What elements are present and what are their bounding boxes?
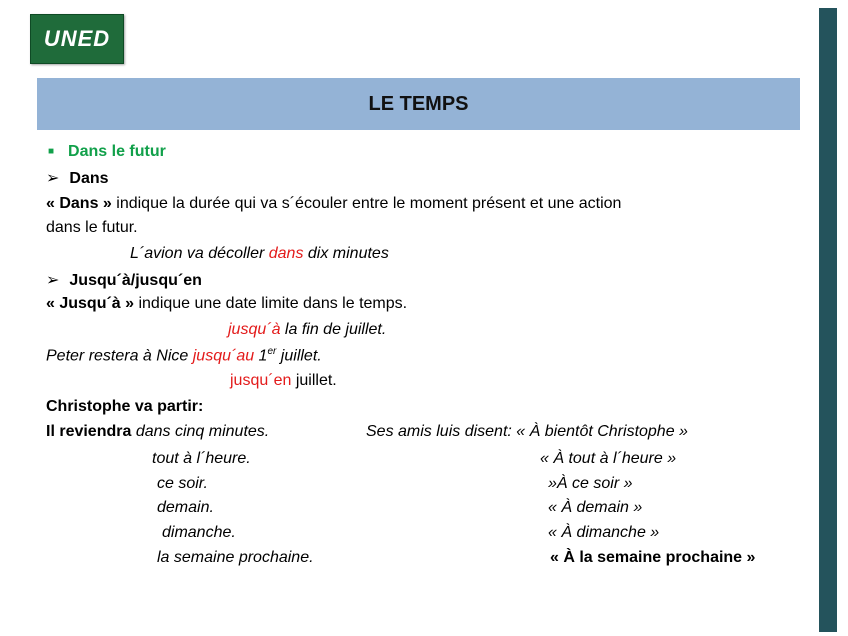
- heading-jusqua: ➢ Jusqu´à/jusqu´en: [46, 272, 202, 289]
- example-jusqua: jusqu´à la fin de juillet.: [228, 321, 387, 338]
- example-jusquen: jusqu´en juillet.: [230, 372, 337, 389]
- dans-definition: « Dans » indique la durée qui va s´écouler entre le moment présent et une action: [46, 195, 622, 212]
- heading-dans: ➢ Dans: [46, 170, 109, 187]
- arrow-bullet-icon: ➢: [46, 272, 60, 289]
- left-list-item: la semaine prochaine.: [157, 549, 314, 566]
- right-list-item: « À demain »: [548, 499, 643, 516]
- arrow-bullet-icon: ➢: [46, 170, 60, 187]
- right-list-item: « À tout à l´heure »: [540, 450, 677, 467]
- uned-logo: [30, 14, 124, 64]
- left-list-item: tout à l´heure.: [152, 450, 251, 467]
- title-band: [37, 78, 800, 130]
- square-bullet-icon: ■: [48, 146, 55, 158]
- left-list-item: dimanche.: [162, 524, 236, 541]
- dans-definition-line2: dans le futur.: [46, 219, 138, 236]
- right-list-item: « À dimanche »: [548, 524, 660, 541]
- right-list-item: »À ce soir »: [548, 475, 633, 492]
- right-list-item: « À la semaine prochaine »: [550, 549, 756, 566]
- left-list-item: ce soir.: [157, 475, 208, 492]
- left-list-item: demain.: [157, 499, 214, 516]
- christophe-line: Christophe va partir:: [46, 398, 204, 415]
- example-dans: L´avion va décoller dans dix minutes: [130, 245, 389, 262]
- amis-line: Ses amis luis disent: « À bientôt Christophe »: [366, 423, 688, 440]
- logo-text: UNED: [43, 26, 111, 51]
- section-heading-futur: ■ Dans le futur: [48, 143, 166, 160]
- jusqua-definition: « Jusqu´à » indique une date limite dans le temps.: [46, 295, 408, 312]
- example-jusquau: Peter restera à Nice jusqu´au 1er juillet.: [46, 346, 322, 365]
- page-title: LE TEMPS: [368, 92, 469, 115]
- right-sidebar-bar: [819, 8, 837, 632]
- reviendra-line: Il reviendra dans cinq minutes.: [46, 423, 270, 440]
